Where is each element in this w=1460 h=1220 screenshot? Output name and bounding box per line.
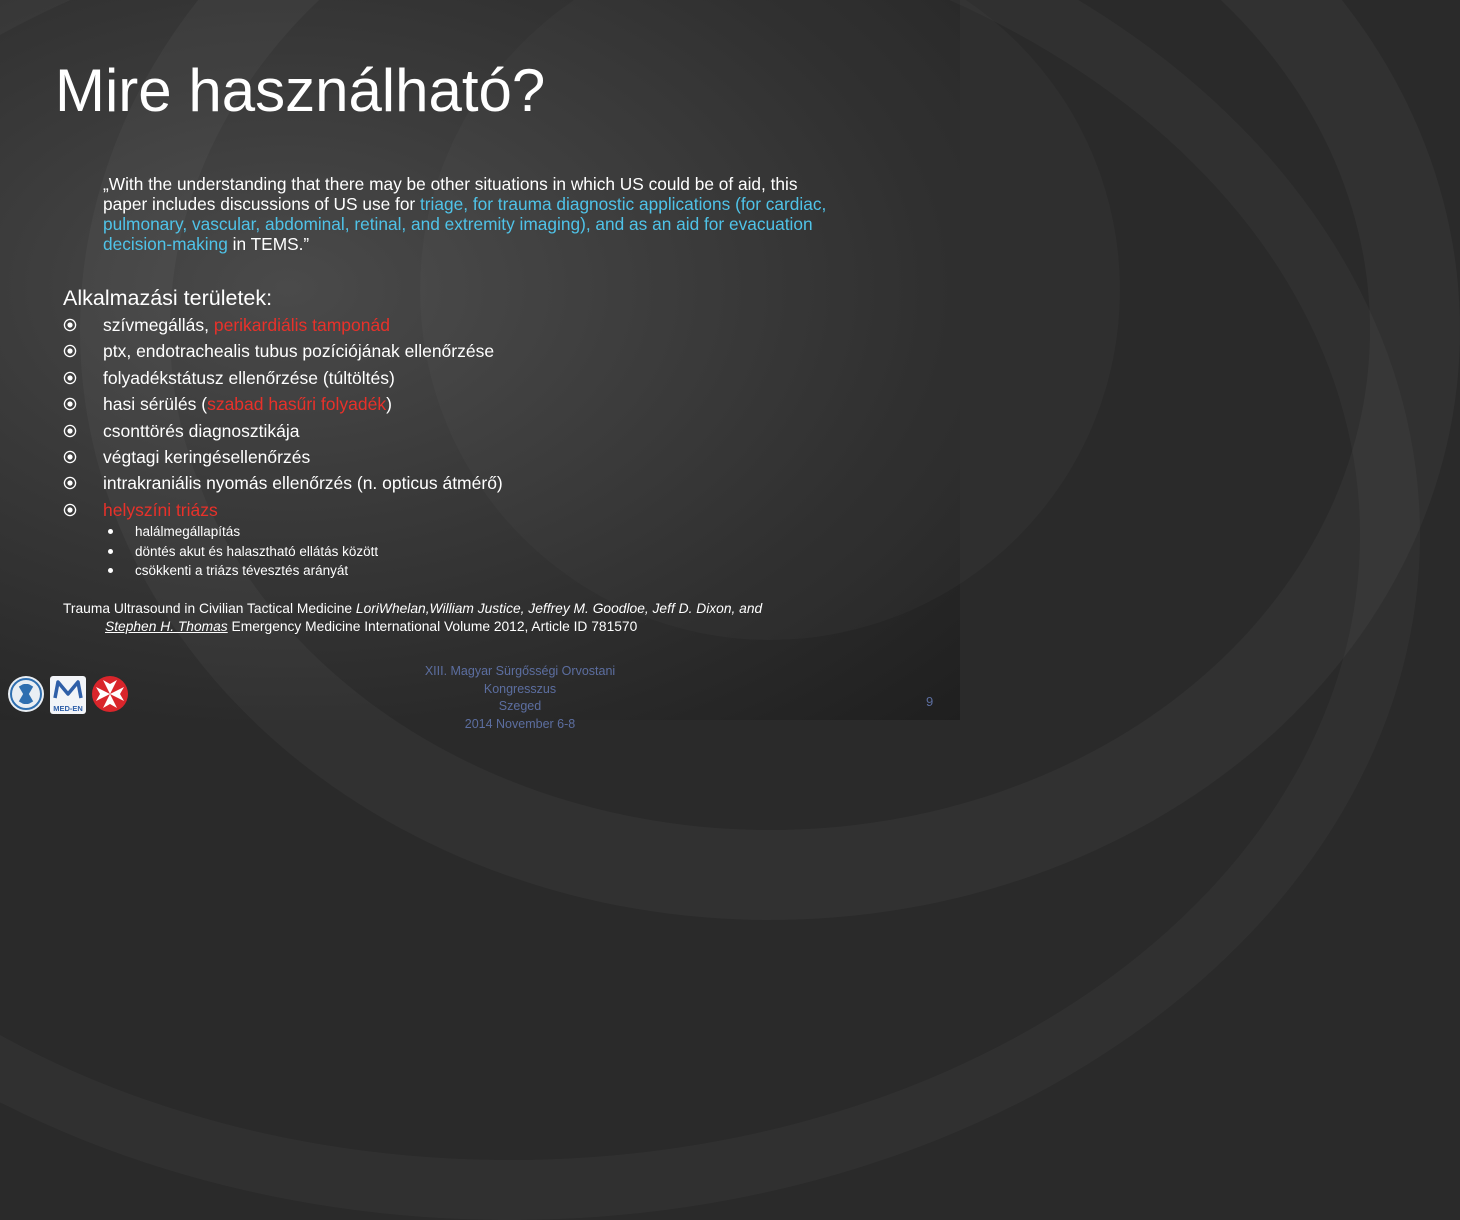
bullet-icon xyxy=(63,318,77,332)
footer-logos xyxy=(6,672,146,716)
list-item xyxy=(63,312,923,338)
dot-bullet-icon xyxy=(108,549,113,554)
sub-item-text: döntés akut és halasztható ellátás között xyxy=(135,543,379,559)
page-number: 9 xyxy=(926,694,934,709)
reference-title: Trauma Ultrasound in Civilian Tactical Medicine xyxy=(63,601,356,616)
list-item xyxy=(63,365,923,391)
dot-bullet-icon xyxy=(108,529,113,534)
list-item xyxy=(63,497,923,523)
bullet-icon xyxy=(63,397,77,411)
maltese-cross-logo-icon xyxy=(92,676,128,712)
footer-city: Szeged xyxy=(498,699,542,713)
item-text: hasi sérülés ( xyxy=(103,394,208,415)
med-en-logo-icon xyxy=(50,676,86,714)
sub-list-item xyxy=(105,522,378,542)
item-text: szívmegállás, xyxy=(103,315,214,335)
list-item xyxy=(63,338,923,364)
medical-star-logo-icon xyxy=(8,676,44,712)
quote-paragraph xyxy=(103,174,843,254)
triage-sublist xyxy=(105,522,378,581)
list-item xyxy=(63,470,923,496)
reference-authors-cont: Stephen H. Thomas xyxy=(105,618,228,634)
quote-text-end: in TEMS.” xyxy=(227,234,310,254)
bullet-icon xyxy=(63,344,77,358)
sub-item-text: csökkenti a triázs tévesztés arányát xyxy=(135,563,349,579)
dot-bullet-icon xyxy=(108,568,113,573)
reference-authors: LoriWhelan,William Justice, Jeffrey M. Goodloe, Jeff D. Dixon, and xyxy=(355,601,763,616)
item-text: végtagi keringésellenőrzés xyxy=(103,446,311,467)
item-text-after: ) xyxy=(386,394,392,415)
bullet-icon xyxy=(63,476,77,490)
list-item xyxy=(63,418,923,444)
section-heading: Alkalmazási területek: xyxy=(63,286,273,310)
list-item xyxy=(63,391,923,417)
footer-congress: XIII. Magyar Sürgősségi Orvostani Kongresszus xyxy=(424,664,616,696)
bullet-icon xyxy=(63,503,77,517)
sub-item-text: halálmegállapítás xyxy=(135,524,241,539)
footer xyxy=(390,663,650,733)
sub-list-item xyxy=(105,542,378,562)
slide xyxy=(0,0,960,731)
slide-title: Mire használható? xyxy=(55,57,546,124)
reference xyxy=(63,600,853,635)
application-list xyxy=(63,312,923,523)
quote-highlight: triage, for trauma diagnostic applications (for cardiac, pulmonary, vascular, abdominal, retinal, and extremity imaging), and as an aid for evacuation decision-making xyxy=(103,194,827,254)
item-text: intrakraniális nyomás ellenőrzés (n. opticus átmérő) xyxy=(103,473,503,494)
item-text: ptx, endotrachealis tubus pozíciójának ellenőrzése xyxy=(103,341,495,362)
item-text-red: perikardiális tamponád xyxy=(213,315,390,335)
reference-journal: Emergency Medicine International Volume 2012, Article ID 781570 xyxy=(227,618,638,634)
item-text-red: helyszíni triázs xyxy=(103,499,218,520)
item-text: csonttörés diagnosztikája xyxy=(103,420,300,441)
bullet-icon xyxy=(63,424,77,438)
sub-list-item xyxy=(105,561,378,581)
list-item xyxy=(63,444,923,470)
item-text-red: szabad hasűri folyadék xyxy=(207,394,387,415)
bullet-icon xyxy=(63,371,77,385)
footer-date: 2014 November 6-8 xyxy=(464,716,576,731)
logo-text: MED-EN xyxy=(53,704,83,713)
quote-text-start: „With the understanding that there may be other situations in which US could be of aid, this paper includes discussions of US use for xyxy=(103,174,798,214)
item-text: folyadékstátusz ellenőrzése (túltöltés) xyxy=(103,367,395,388)
bullet-icon xyxy=(63,450,77,464)
